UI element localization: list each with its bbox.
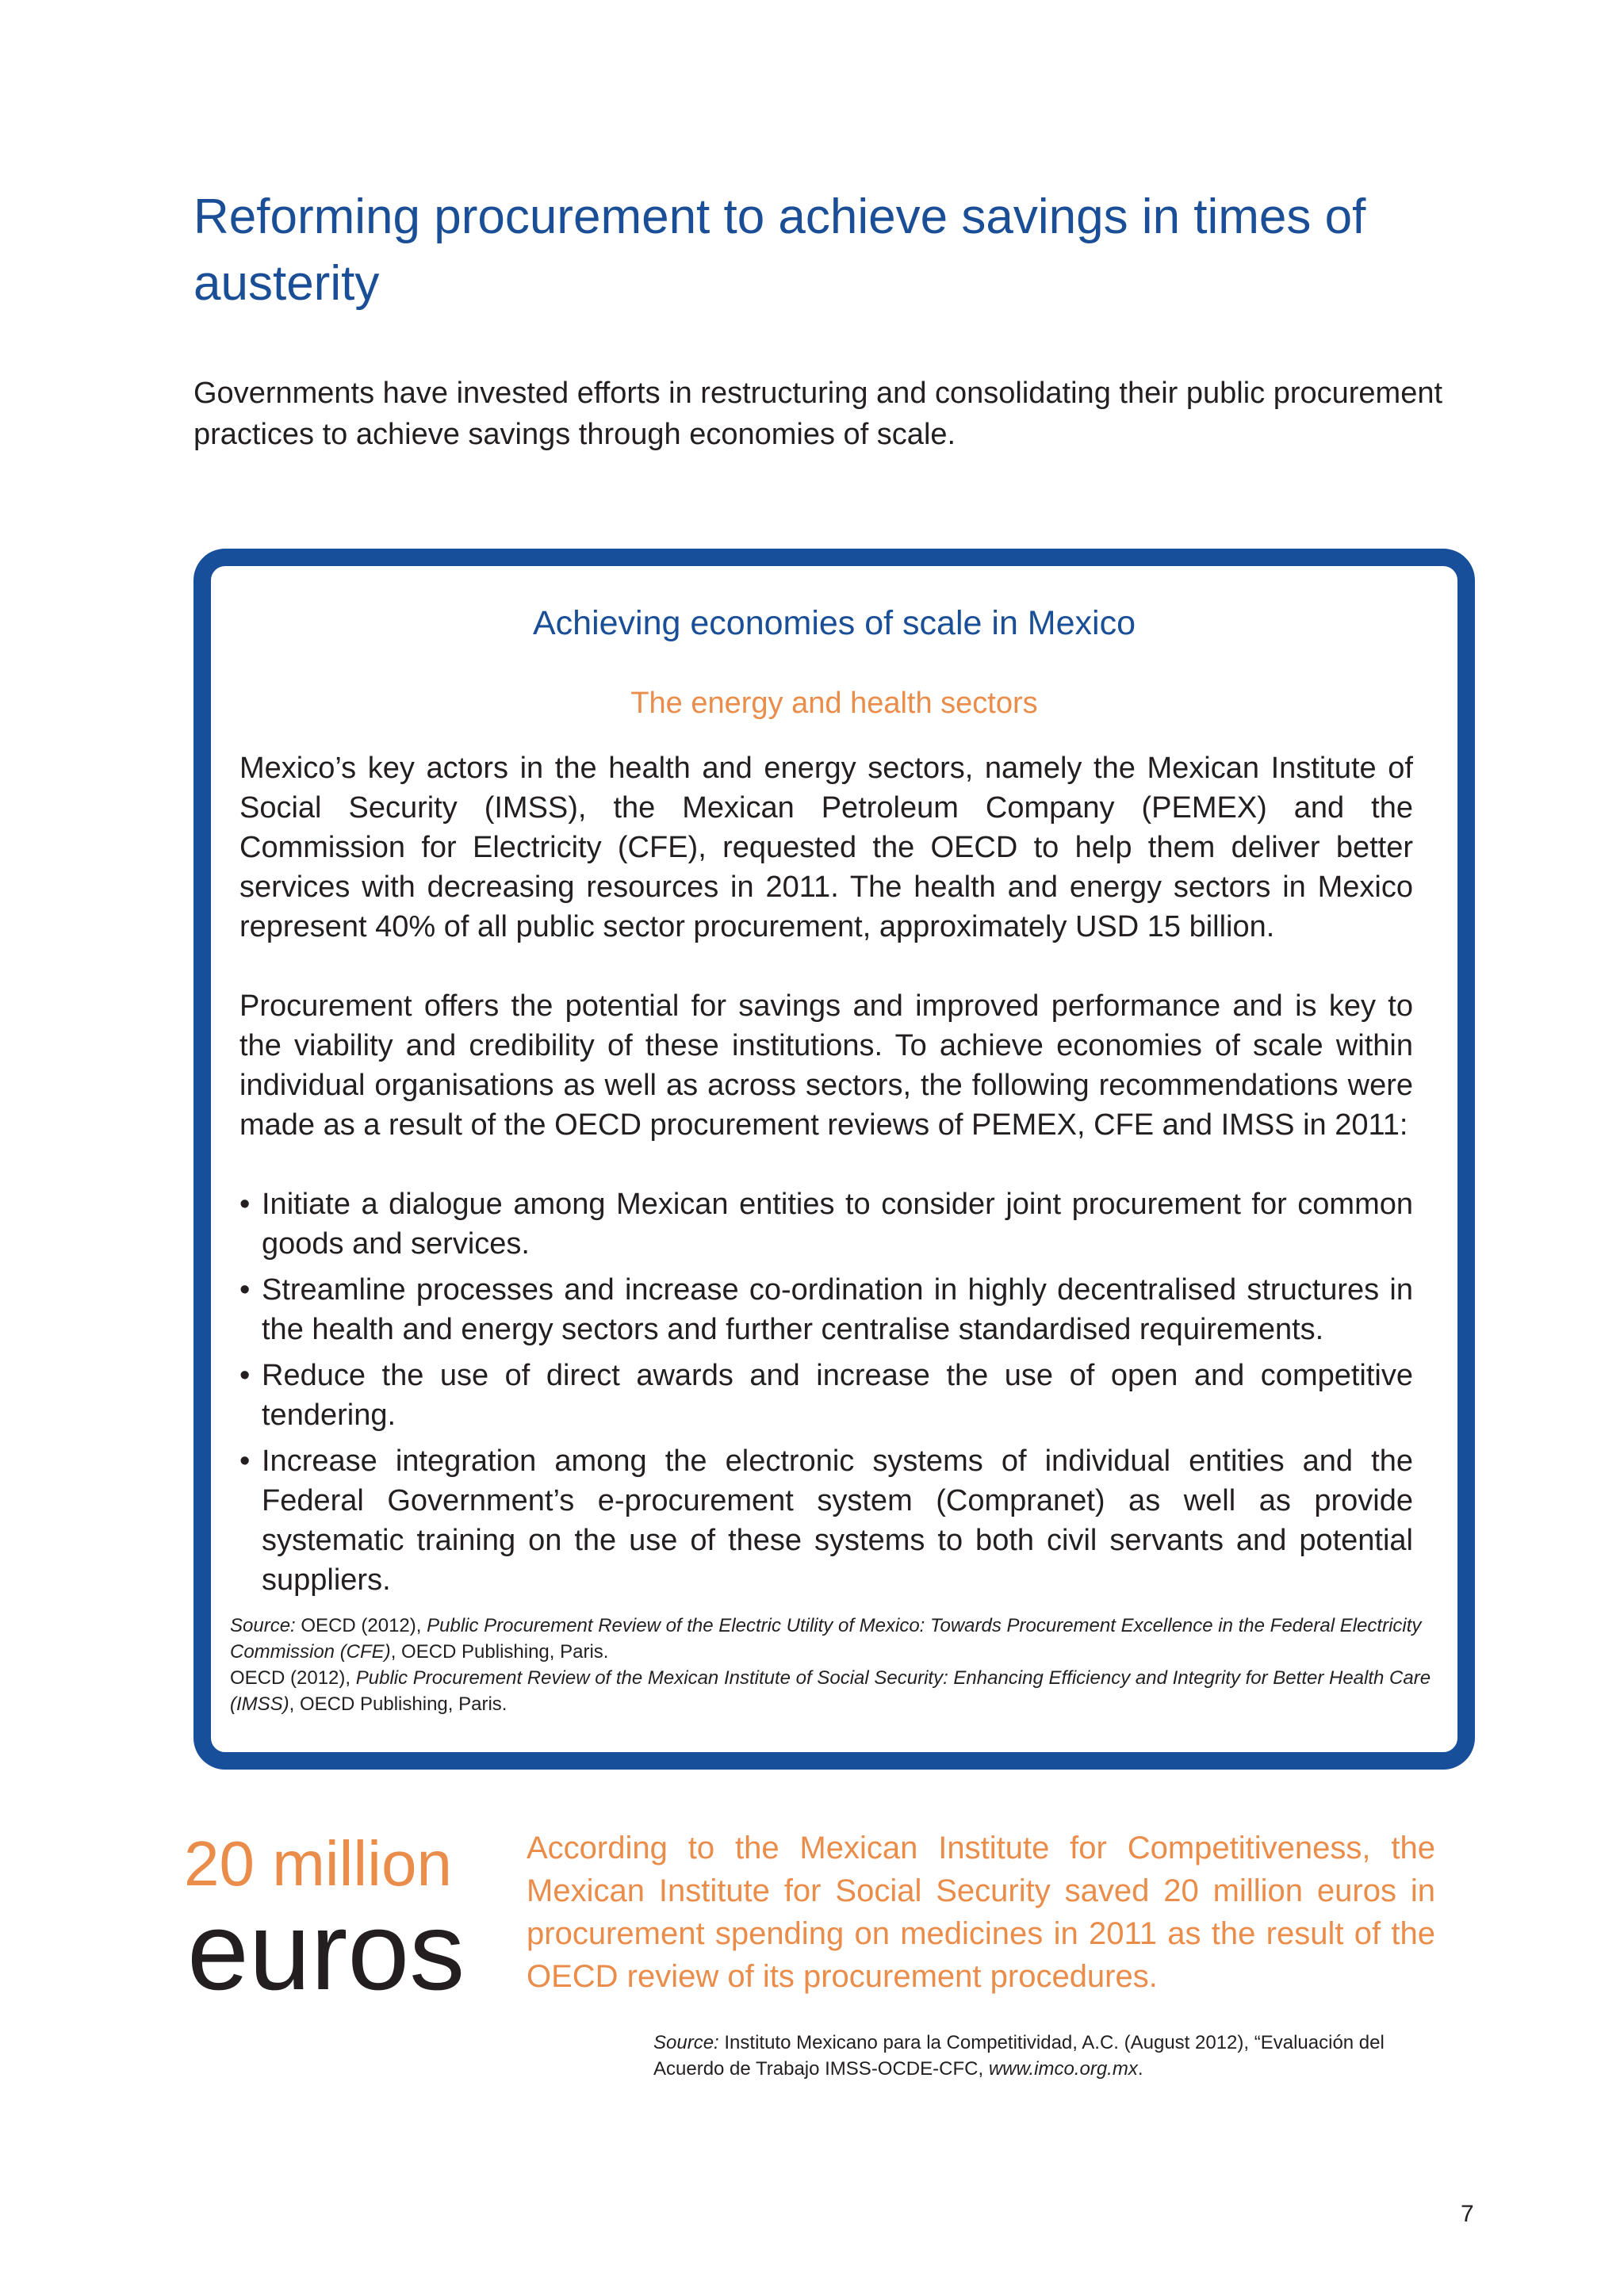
source-link: www.imco.org.mx (988, 2058, 1138, 2080)
page-title: Reforming procurement to achieve savings in times of austerity (193, 189, 1366, 311)
page-number: 7 (1461, 2201, 1474, 2227)
bullet-icon: • (239, 1359, 251, 1392)
stat-description: According to the Mexican Institute for Competitiveness, the Mexican Institute for Social Security saved 20 million euros in procurement spending on medicines in 2011 as the result of the OECD review of its procurement procedures. (527, 1831, 1435, 1994)
list-item: • Increase integration among the electronic systems of individual entities and the Federal Government’s e-procurement system (Compranet) as well as provide systematic training on the use of these systems to both civil servants and potential suppliers. (239, 1441, 1413, 1600)
stat-unit: euros (187, 1888, 465, 2013)
recommendation-list (239, 1184, 1413, 1606)
box-paragraph: Procurement offers the potential for savings and improved performance and is key to the viability and credibility of these institutions. To achieve economies of scale within individual organisations as well as across sectors, the following recommendations were made as a result of the OECD procurement reviews of PEMEX, CFE and IMSS in 2011: (239, 989, 1413, 1142)
bullet-icon: • (239, 1445, 251, 1478)
bottom-source-note: Source: Instituto Mexicano para la Competitividad, A.C. (August 2012), “Evaluación del Acuerdo de Trabajo IMSS-OCDE-CFC, www.imco.org.mx. (653, 2032, 1385, 2080)
bullet-icon: • (239, 1188, 251, 1221)
list-item: • Initiate a dialogue among Mexican entities to consider joint procurement for common goods and services. (239, 1184, 1413, 1264)
list-item: • Reduce the use of direct awards and increase the use of open and competitive tendering. (239, 1356, 1413, 1435)
case-study-box (193, 549, 1475, 1770)
box-paragraph: Mexico’s key actors in the health and energy sectors, namely the Mexican Institute of Social Security (IMSS), the Mexican Petroleum Company (PEMEX) and the Commission for Electricity (CFE), requested the OECD to help them deliver better services with decreasing resources in 2011. The health and energy sectors in Mexico represent 40% of all public sector procurement, approximately USD 15 billion. (239, 752, 1413, 943)
box-subtitle: The energy and health sectors (630, 687, 1038, 720)
stat-number: 20 million (184, 1828, 452, 1899)
box-title: Achieving economies of scale in Mexico (532, 604, 1136, 642)
intro-paragraph: Governments have invested efforts in restructuring and consolidating their public procurement practices to achieve savings through economies of scale. (193, 377, 1443, 451)
bullet-icon: • (239, 1273, 251, 1307)
box-source-note: Source: OECD (2012), Public Procurement Review of the Electric Utility of Mexico: Towards Procurement Excellence in the Federal Electricity Commission (CFE), OECD Publishing, Paris. OECD (2012), Public Procurement Review of the Mexican Institute of Social Security: Enhancing Efficiency and Integrity for Better Health Care (IMSS), OECD Publishing, Paris. (230, 1615, 1431, 1715)
list-item: • Streamline processes and increase co-ordination in highly decentralised structures in the health and energy sectors and further centralise standardised requirements. (239, 1270, 1413, 1349)
